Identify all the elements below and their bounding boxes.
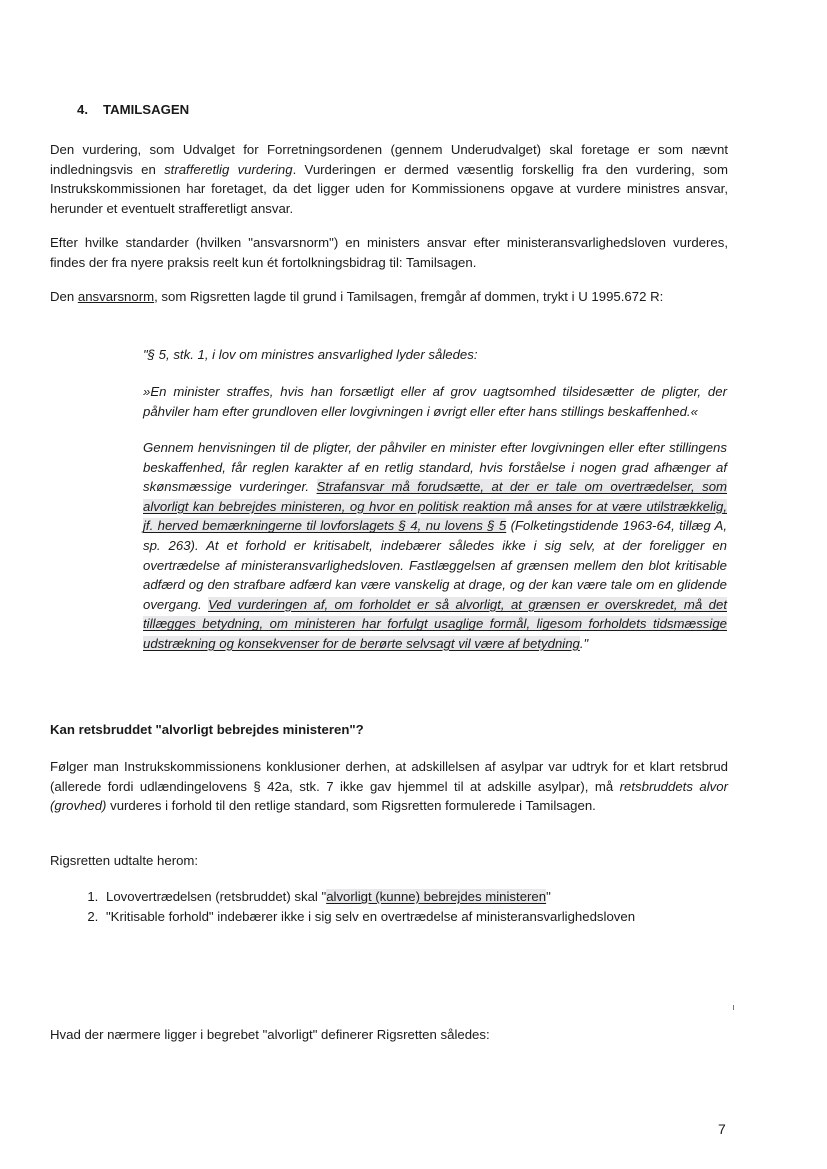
quote-paragraph-3	[143, 438, 727, 654]
text-run: "	[546, 889, 551, 904]
section-heading	[77, 100, 189, 120]
text-run: Følger man Instrukskommissionens konklusioner derhen, at adskillelsen af asylpar var udtryk for et klart retsbrud (allerede fordi udlændingelovens § 42a, stk. 7 ikke gav hjemmel til at adskille asylpar), må	[50, 759, 728, 794]
body-paragraph-6: Hvad der nærmere ligger i begrebet "alvorligt" definerer Rigsretten således:	[50, 1027, 490, 1042]
list-item	[102, 887, 728, 907]
text-run: , som Rigsretten lagde til grund i Tamilsagen, fremgår af dommen, trykt i U 1995.672 R:	[154, 289, 664, 304]
text-run: vurderes i forhold til den retlige standard, som Rigsretten formulerede i Tamilsagen.	[106, 798, 596, 814]
text-run: Lovovertrædelsen (retsbruddet) skal "	[106, 889, 327, 904]
underlined-term: ansvarsnorm	[77, 289, 155, 304]
body-paragraph-5: Rigsretten udtalte herom:	[50, 853, 199, 868]
text-run: . Vurderingen er dermed væsentlig forskellig fra den vurdering, som Instrukskommissionen har foretaget, da det ligger uden for Kommissionens opgave at vurdere ministres ansvar, herunder et eventuelt strafferetligt ansvar.	[50, 161, 728, 216]
section-number: 4.	[77, 102, 88, 117]
text-run: Den vurdering, som Udvalget for Forretningsordenen (gennem Underudvalget) skal foretage er som nævnt indledningsvis en	[50, 142, 728, 177]
highlighted-passage: Ved vurderingen af, om forholdet er så alvorligt, at grænsen er overskredet, må det tillægges betydning, om ministeren har forfulgt usaglige formål, ligesom forholdets tidsmæssige udstrækning og konsekvenser for de berørte selvsagt vil være af betydning	[143, 596, 727, 651]
scan-mark	[733, 1005, 734, 1010]
text-run: Gennem henvisningen til de pligter, der påhviler en minister efter lovgivningen eller efter stillingens beskaffenhed, får reglen karakter af en retlig standard, hvis forståelse i nogen grad afhænger af skønsmæssige vurderinger.	[143, 440, 727, 495]
quote-line-1: "§ 5, stk. 1, i lov om ministres ansvarlighed lyder således:	[143, 347, 478, 362]
text-run: (Folketingstidende 1963-64, tillæg A, sp. 263). At et forhold er kritisabelt, indebærer således ikke i sig selv, at der foreligger en overtrædelse af ministeransvarlighedsloven. Fastlæggelsen af grænsen mellem den blot kritisable adfærd og den strafbare adfærd kan være vanskelig at drage, og der kan være tale om en glidende overgang.	[143, 518, 727, 612]
subsection-heading: Kan retsbruddet "alvorligt bebrejdes ministeren"?	[50, 722, 364, 737]
highlighted-passage: alvorligt (kunne) bebrejdes ministeren	[326, 889, 547, 904]
numbered-list	[50, 887, 728, 926]
section-title: TAMILSAGEN	[103, 102, 190, 117]
emphasis-text: strafferetlig vurdering	[164, 161, 293, 177]
highlighted-passage: Strafansvar må forudsætte, at der er tale om overtrædelser, som alvorligt kan bebrejdes ministeren, og hvor en politisk reaktion må anses for at være utilstrækkelig, jf. herved bemærkningerne til lovforslagets § 4, nu lovens § 5	[143, 479, 728, 534]
body-paragraph-4	[50, 757, 728, 816]
quote-paragraph-2: »En minister straffes, hvis han forsætligt eller af grov uagtsomhed tilsidesætter de pligter, der påhviler ham efter grundloven eller lovgivningen i øvrigt eller efter hans stillings beskaffenhed.«	[143, 384, 727, 419]
intro-paragraph-2: Efter hvilke standarder (hvilken "ansvarsnorm") en ministers ansvar efter ministeransvarlighedsloven vurderes, findes der fra nyere praksis reelt kun ét fortolkningsbidrag til: Tamilsagen.	[50, 235, 728, 270]
page-number: 7	[718, 1121, 726, 1137]
intro-paragraph-1	[50, 140, 728, 218]
text-run: Den	[50, 289, 78, 304]
intro-paragraph-3	[50, 287, 728, 307]
text-run: ."	[579, 635, 589, 651]
list-item: 2. "Kritisable forhold" indebærer ikke i sig selv en overtrædelse af ministeransvarlighedsloven	[102, 907, 728, 927]
emphasis-text: retsbruddets alvor (grovhed)	[50, 778, 728, 814]
